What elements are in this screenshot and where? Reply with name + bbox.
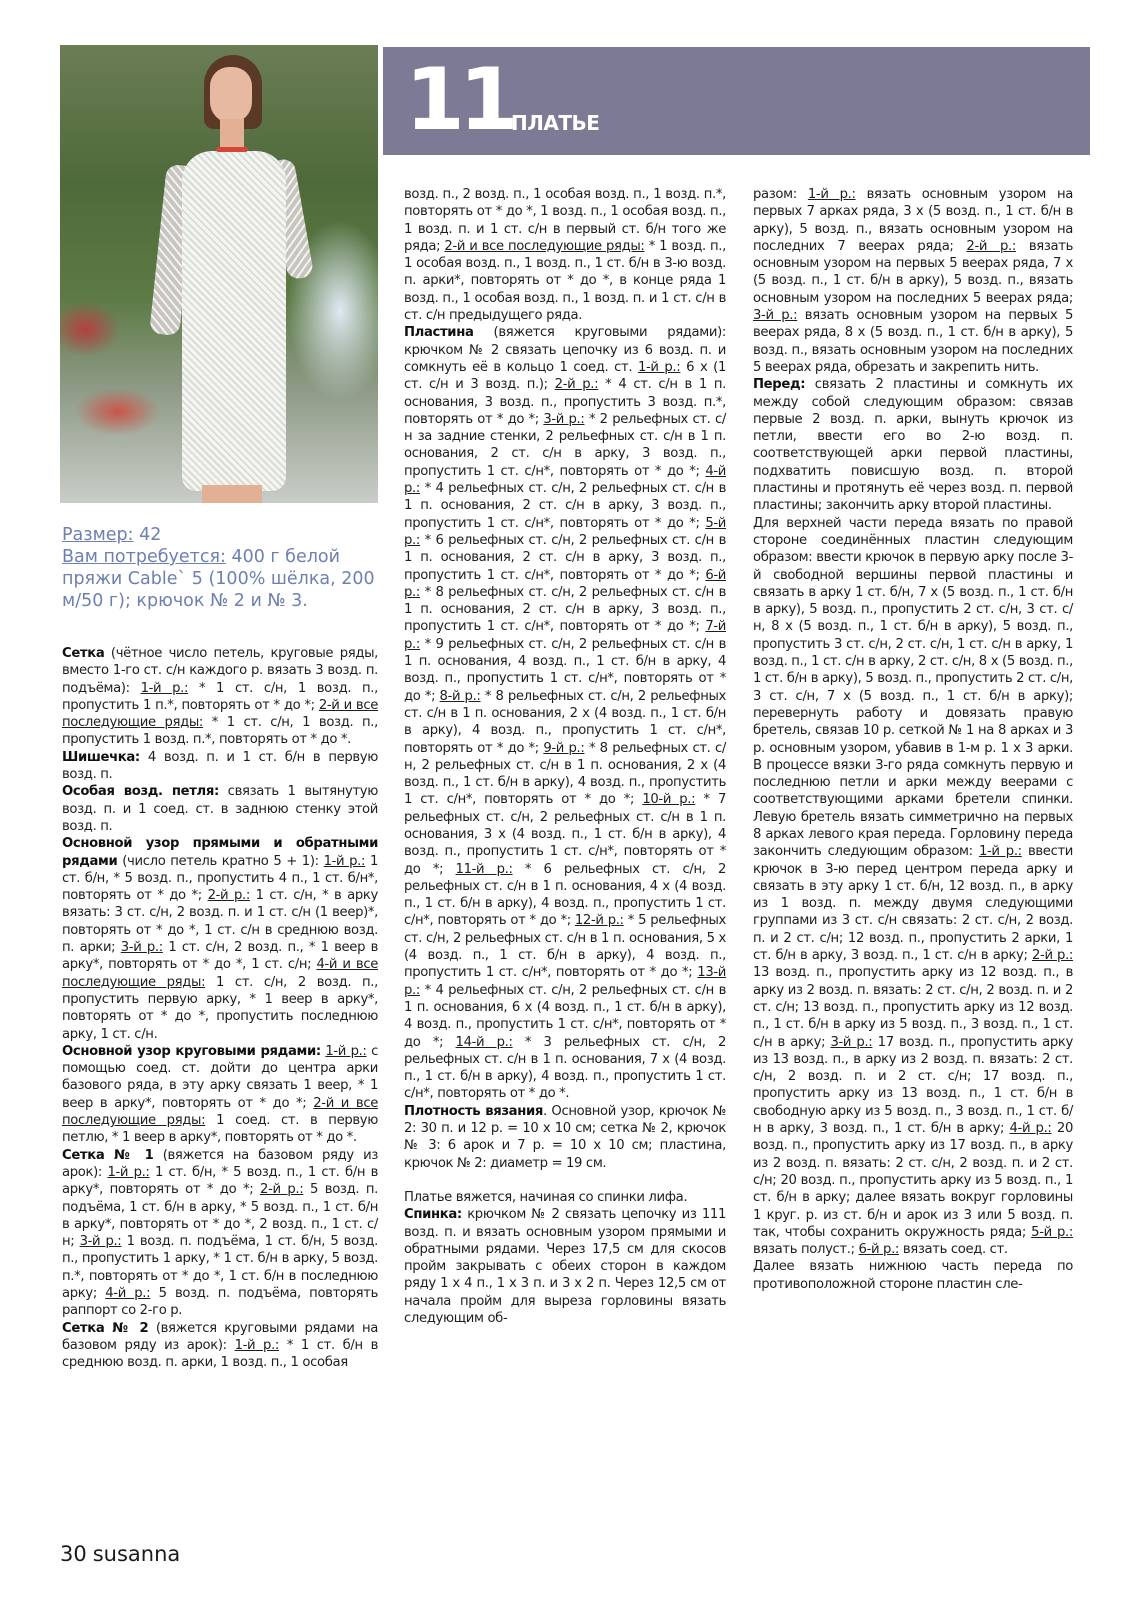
text: 1 ст. с/н, 2 возд. п., * 1 веер в арку*, повторять от * до *, 1 ст. с/н; bbox=[62, 940, 378, 973]
row-label: 2-й р.: bbox=[966, 238, 1016, 254]
row-label: 1-й р.: bbox=[323, 853, 366, 869]
text: вязать соед. ст. bbox=[899, 1242, 1008, 1258]
text: 1 возд. п. подъёма, 1 ст. б/н, 5 возд. п., пропустить 1 арку, * 1 ст. б/н в арку, 5 возд. п.*, повторять от * до *, 1 ст. б/н в последнюю арку; bbox=[62, 1234, 378, 1301]
text: 5 возд. п. подъёма, повторять раппорт со 2-го р. bbox=[62, 1285, 378, 1319]
row-label: 9-й р.: bbox=[543, 740, 585, 756]
para-intro: Платье вяжется, начиная со спинки лифа. bbox=[404, 1189, 688, 1205]
size-label: Размер: bbox=[62, 525, 134, 545]
text: ввести крючок в 3-ю перед центром переда арку и связать в эту арку 1 ст. б/н, 12 возд. п., в арку из 1 возд. п. между двумя следующими группами из 3 ст. с/н связать: 2 ст. с/н, 2 возд. п. и 2 ст. с/н; 12 возд. п., пропустить 2 арки, 1 ст. б/н в арку, 3 возд. п., 1 ст. с/н в арку; bbox=[753, 844, 1074, 964]
text: 1 ст. б/н, * 5 возд. п., пропустить 4 п., 1 ст. б/н*, повторять от * до *; bbox=[62, 853, 378, 904]
photo-legs bbox=[202, 485, 262, 503]
text: (чётное число петель, круговые ряды, вместо 1-го ст. с/н каждого р. вязать 3 возд. п. подъёма): bbox=[62, 646, 378, 696]
text-column-2 bbox=[404, 186, 726, 1327]
row-label: 13-й р.: bbox=[404, 965, 726, 998]
row-label: 4-й и все последующие ряды: bbox=[62, 957, 378, 990]
text: * 8 рельефных ст. с/н, 2 рельефных ст. с/н в 1 п. основания, 2 х (4 возд. п., 1 ст. б/н в арку), 4 возд. п., пропустить 1 ст. с/н*, повторять от * до *; bbox=[404, 688, 726, 756]
pattern-title: ПЛАТЬЕ bbox=[511, 111, 600, 135]
text: 1 ст. с/н, 2 возд. п., пропустить первую арку, * 1 веер в арку*, повторять от * до *, пропустить последнюю арку, 1 ст. с/н. bbox=[62, 974, 378, 1042]
text: вязать основным узором на первых 5 веерах ряда, 7 х (5 возд. п., 1 ст. б/н в арку), 5 возд. п., вязать основным узором на последних 5 веерах ряда; bbox=[753, 238, 1074, 306]
materials-line bbox=[62, 546, 382, 612]
photo-necklace bbox=[216, 147, 248, 152]
text: 1 ст. с/н, * в арку вязать: 3 ст. с/н, 2 возд. п. и 1 ст. с/н (1 веер)*, повторять от * до *, 1 ст. с/н в среднюю возд. п. арки; bbox=[62, 888, 379, 956]
text: * 1 ст. б/н в среднюю возд. п. арки, 1 возд. п., 1 особая bbox=[62, 1337, 379, 1371]
text: * 9 рельефных ст. с/н, 2 рельефных ст. с/н в 1 п. основания, 4 возд. п., 1 ст. б/н в арку, 4 возд. п., пропустить 1 ст. с/н*, повторять от * до *; bbox=[404, 636, 726, 704]
row-label: 2-й р.: bbox=[1032, 948, 1074, 964]
row-label: 2-й р.: bbox=[554, 377, 599, 393]
para-spinka bbox=[404, 1206, 726, 1327]
row-label: 2-й и все последующие ряды: bbox=[62, 1095, 378, 1129]
text: (вяжется на базовом ряду из арок): bbox=[62, 1147, 378, 1180]
text: 5 возд. п. подъёма, 1 ст. б/н в арку, * 5 возд. п., 1 ст. б/н в арку*, повторять от * до *, 2 возд. п., 1 ст. с/н; bbox=[62, 1182, 379, 1250]
row-label: 2-й и все последующие ряды: bbox=[62, 697, 378, 731]
row-label: 1-й р.: bbox=[978, 844, 1022, 860]
row-label: 3-й р.: bbox=[543, 411, 585, 427]
photo-neck bbox=[220, 119, 244, 149]
text: . Основной узор, крючок № 2: 30 п. и 12 р. = 10 х 10 см; сетка № 2, крючок № 3: 6 арок и 7 р. = 10 х 10 см; пластина, крючок № 2: диаметр = 19 см. bbox=[404, 1103, 726, 1171]
text: * 5 рельефных ст. с/н, 2 рельефных ст. с/н в 1 п. основания, 5 х (4 возд. п., 1 ст. б/н в арку), 4 возд. п., пропустить 1 ст. с/н*, повторять от * до *; bbox=[404, 913, 726, 981]
text: * 6 рельефных ст. с/н, 2 рельефных ст. с/н в 1 п. основания, 2 ст. с/н в арку, 3 возд. п., пропустить 1 ст. с/н*, повторять от * до *; bbox=[404, 532, 726, 583]
heading-plastina: Пластина bbox=[404, 325, 474, 341]
para-setka-2 bbox=[62, 1320, 378, 1372]
heading-pered: Перед: bbox=[753, 377, 806, 393]
row-label: 1-й р.: bbox=[807, 187, 856, 202]
row-label: 8-й р.: bbox=[439, 688, 481, 704]
text: связать 2 пластины и сомкнуть их между собой следующим образом: связав первые 2 возд. п. арки, вынуть крючок из петли, ввести его во 2-ю возд. п. соответствующей арки первой пластины, подхватить повисшую возд. п. второй пластины и протянуть её через возд. п. первой пластины; закончить арку второй пластины. bbox=[753, 377, 1073, 514]
heading-osobaya: Особая возд. петля: bbox=[62, 784, 219, 800]
materials-value: 400 г белой пряжи Cable` 5 (100% шёлка, 200 м/50 г); крючок № 2 и № 3. bbox=[62, 547, 375, 611]
page-footer bbox=[60, 1542, 180, 1566]
para-setka bbox=[62, 645, 378, 749]
row-label: 3-й р.: bbox=[830, 1034, 873, 1050]
row-label: 5-й р.: bbox=[404, 515, 726, 548]
photo-face bbox=[210, 67, 252, 123]
row-label: 4-й р.: bbox=[1009, 1121, 1052, 1137]
text: крючком № 2 связать цепочку из 111 возд. п. и вязать основным узором прямыми и обратными рядами. Через 17,5 см для скосов пройм закрывать с обеих сторон в каждом ряду 1 х 4 п., 1 х 3 п. и 3 х 2 п. Через 12,5 см от начала пройм для выреза горловины вязать следующим об- bbox=[404, 1207, 726, 1326]
text: * 4 рельефных ст. с/н, 2 рельефных ст. с/н в 1 п. основания, 6 х (4 возд. п., 1 ст. б/н в арку), 4 возд. п., пропустить 1 ст. с/н*, повторять от * до *; bbox=[404, 982, 726, 1050]
row-label: 3-й р.: bbox=[753, 308, 798, 324]
heading-osnovnoy-1: Основной узор прямыми и обратными рядами bbox=[62, 836, 378, 869]
row-label: 2-й и все последующие ряды: bbox=[444, 238, 645, 254]
row-label: 3-й р.: bbox=[79, 1234, 122, 1250]
text: * 2 рельефных ст. с/н за задние стенки, 2 рельефных ст. с/н в 1 п. основания, 2 ст. с/н в арку, 3 возд. п., пропустить 1 ст. с/н*, повторять от * до *; bbox=[404, 411, 726, 479]
row-label: 10-й р.: bbox=[642, 792, 696, 808]
text: * 3 рельефных ст. с/н, 2 рельефных ст. с/н в 1 п. основания, 7 х (4 возд. п., 1 ст. б/н в арку), 4 возд. п., пропустить 1 ст. с/н*, повторять от * до *. bbox=[404, 1034, 726, 1102]
text: * 8 рельефных ст. с/н, 2 рельефных ст. с/н в 1 п. основания, 2 ст. с/н в арку, 3 возд. п., пропустить 1 ст. с/н*, повторять от * до *; bbox=[404, 584, 726, 635]
text: 4 возд. п. и 1 ст. б/н в первую возд. п. bbox=[62, 749, 378, 783]
size-line bbox=[62, 524, 382, 546]
text: возд. п., 2 возд. п., 1 особая возд. п., 1 возд. п.*, повторять от * до *, 1 возд. п., 1 особая возд. п., 1 возд. п. и 1 ст. с/н в первый ст. б/н того же ряда; bbox=[404, 187, 726, 254]
para-upper-front bbox=[753, 515, 1073, 1259]
heading-plotnost: Плотность вязания bbox=[404, 1103, 543, 1119]
page-number: 30 bbox=[60, 1542, 87, 1566]
text: (вяжется круговыми рядами на базовом ряду из арок): bbox=[62, 1320, 378, 1353]
text: * 7 рельефных ст. с/н, 2 рельефных ст. с/н в 1 п. основания, 3 х (4 возд. п., 1 ст. б/н в арку), 4 возд. п., пропустить 1 ст. с/н*, повторять от * до *; bbox=[404, 792, 726, 877]
row-label: 2-й р.: bbox=[207, 888, 250, 904]
para-setka-2-cont bbox=[404, 186, 726, 324]
para-setka-1 bbox=[62, 1147, 378, 1320]
row-label: 12-й р.: bbox=[574, 913, 624, 929]
row-label: 14-й р.: bbox=[455, 1034, 513, 1050]
spacer bbox=[404, 1172, 726, 1189]
heading-osnovnoy-2: Основной узор круговыми рядами: bbox=[62, 1043, 321, 1059]
photo-dress bbox=[182, 151, 286, 491]
heading-spinka: Спинка: bbox=[404, 1207, 462, 1223]
text: 6 х (1 ст. с/н и 3 возд. п.); bbox=[404, 359, 727, 393]
row-label: 2-й р.: bbox=[260, 1182, 304, 1198]
text: вязать основным узором на первых 7 арках ряда, 3 х (5 возд. п., 1 ст. б/н в арку), 5 возд. п., вязать основным узором на последних 7 веерах ряда; bbox=[753, 187, 1073, 254]
text: разом: bbox=[753, 187, 808, 202]
heading-setka-1: Сетка № 1 bbox=[62, 1147, 154, 1163]
heading-setka: Сетка bbox=[62, 646, 105, 661]
text: 17 возд. п., пропустить арку из 13 возд. п., в арку из 2 возд. п. вязать: 2 ст. с/н, 2 возд. п. и 2 ст. с/н; 17 возд. п., пропустить арку из 13 возд. п., 1 ст. б/н в свободную арку из 5 возд. п., 3 возд. п., 1 ст. б/н в арку, 3 возд. п., 1 ст. б/н в арку; bbox=[753, 1034, 1073, 1137]
text: 20 возд. п., пропустить арку из 17 возд. п., в арку из 2 возд. п. вязать: 2 ст. с/н, 2 возд. п. и 2 ст. с/н; 20 возд. п., пропустить арку из 5 возд. п., 1 ст. б/н в арку; далее вязать вокруг горловины 1 круг. р. из ст. б/н и арок из 3 или 5 возд. п. так, чтобы сохранить окружность ряда; bbox=[753, 1121, 1073, 1240]
text: (вяжется круговыми рядами): крючком № 2 связать цепочку из 6 возд. п. и сомкнуть её в кольцо 1 соед. ст. bbox=[404, 325, 726, 375]
row-label: 3-й р.: bbox=[120, 940, 163, 956]
row-label: 7-й р.: bbox=[404, 619, 726, 652]
text: связать 1 вытянутую возд. п. и 1 соед. ст. в заднюю стенку этой возд. п. bbox=[62, 784, 378, 834]
row-label: 1-й р.: bbox=[234, 1337, 280, 1353]
row-label: 1-й р.: bbox=[637, 359, 681, 375]
para-osobaya bbox=[62, 783, 378, 835]
para-pered bbox=[753, 376, 1073, 514]
heading-shishechka: Шишечка: bbox=[62, 749, 140, 765]
text: * 4 ст. с/н в 1 п. основания, 3 возд. п., пропустить 3 возд. п.*, повторять от * до *; bbox=[404, 377, 727, 427]
text: * 1 возд. п., 1 особая возд. п., 1 возд. п., 1 ст. б/н в 3-ю возд. п. арки*, повторять от * до *, в конце ряда 1 возд. п., 1 особая возд. п., 1 возд. п. и 1 ст. с/н в ст. с/н предыдущего ряда. bbox=[404, 238, 726, 324]
materials-label: Вам потребуется: bbox=[62, 547, 226, 567]
para-plastina bbox=[404, 324, 726, 1102]
row-label: 6-й р.: bbox=[858, 1242, 899, 1258]
model-figure bbox=[152, 55, 302, 503]
row-label: 6-й р.: bbox=[404, 567, 726, 600]
para-osnovnoy-uzor-2 bbox=[62, 1043, 378, 1147]
text: с помощью соед. ст. дойти до центра арки базового ряда, в эту арку связать 1 веер, * 1 веер в арку*, повторять от * до *; bbox=[62, 1043, 378, 1111]
text: * 1 ст. с/н, 1 возд. п., пропустить 1 п.*, повторять от * до *; bbox=[62, 680, 378, 713]
text: * 8 рельефных ст. с/н, 2 рельефных ст. с/н в 1 п. основания, 2 х (4 возд. п., 1 ст. б/н в арку), 4 возд. п., пропустить 1 ст. с/н*, повторять от * до *; bbox=[404, 740, 726, 808]
size-value: 42 bbox=[139, 525, 162, 545]
row-label: 1-й р.: bbox=[107, 1164, 150, 1180]
para-lower-front: Далее вязать нижнюю часть переда по противоположной стороне пластин сле- bbox=[753, 1259, 1073, 1292]
text: (число петель кратно 5 + 1): bbox=[117, 853, 324, 869]
model-photo bbox=[60, 45, 378, 503]
title-banner bbox=[383, 47, 1090, 155]
text-column-1 bbox=[62, 645, 378, 1371]
para-spinka-cont bbox=[753, 186, 1073, 376]
magazine-name: susanna bbox=[92, 1542, 181, 1566]
row-label: 4-й р.: bbox=[105, 1285, 151, 1301]
text: Для верхней части переда вязать по правой стороне соединённых пластин следующим образом: ввести крючок в первую арку после 3-й свободной вершины первой пластины и связать в арку 1 ст. б/н, 7 х (5 возд. п., 1 ст. б/н в арку), 5 возд. п., пропустить 2 ст. с/н, 3 ст. с/н, 8 х (5 возд. п., 1 ст. б/н в арку), 5 возд. п., пропустить 3 ст. с/н, 2 ст. с/н, 1 ст. с/н в арку, 1 возд. п., 1 ст. с/н в арку, 2 ст. с/н, 8 х (5 возд. п., 1 ст. б/н в арку), 5 возд. п., пропустить 2 ст. с/н, 3 ст. с/н, 7 х (5 возд. п., 1 ст. б/н в арку); перевернуть работу и довязать правую бретель, связав 10 р. сеткой № 1 на 8 арках и 3 р. основным узором, убавив в 1-м р. 1 х 3 арки. В процессе вязки 3-го ряда сомкнуть первую и последнюю петли и арки между веерами с соответствующими арками бретели спинки. Левую бретель вязать симметрично на первых 8 арках левого края переда. Горловину переда закончить следующим образом: bbox=[753, 515, 1073, 860]
text: 13 возд. п., пропустить арку из 12 возд. п., в арку из 2 возд. п. вязать: 2 ст. с/н, 2 возд. п. и 2 ст. с/н; 13 возд. п., пропустить арку из 12 возд. п., 1 ст. б/н в арку из 5 возд. п., 3 возд. п., 1 ст. с/н в арку; bbox=[753, 965, 1073, 1050]
pattern-number: 11 bbox=[405, 50, 513, 150]
text: * 1 ст. с/н, 1 возд. п., пропустить 1 возд. п.*, повторять от * до *. bbox=[62, 715, 378, 748]
text: 1 соед. ст. в первую петлю, * 1 веер в арку*, повторять от * до *. bbox=[62, 1113, 378, 1146]
materials-info bbox=[62, 524, 382, 612]
para-osnovnoy-uzor-1 bbox=[62, 835, 378, 1043]
row-label: 1-й р.: bbox=[140, 680, 189, 696]
text: вязать полуст.; bbox=[753, 1242, 859, 1258]
row-label: 4-й р.: bbox=[404, 463, 726, 497]
row-label: 1-й р.: bbox=[325, 1043, 367, 1059]
text-column-3 bbox=[753, 186, 1073, 1293]
row-label: 5-й р.: bbox=[1031, 1224, 1073, 1240]
text: * 6 рельефных ст. с/н, 2 рельефных ст. с/н в 1 п. основания, 4 х (4 возд. п., 1 ст. б/н в арку), 4 возд. п., пропустить 1 ст. с/н*, повторять от * до *; bbox=[404, 861, 726, 929]
para-plotnost bbox=[404, 1103, 726, 1172]
text: * 4 рельефных ст. с/н, 2 рельефных ст. с/н в 1 п. основания, 2 ст. с/н в арку, 3 возд. п., пропустить 1 ст. с/н*, повторять от * до *; bbox=[404, 481, 726, 531]
row-label: 11-й р.: bbox=[455, 861, 513, 877]
text: вязать основным узором на первых 5 веерах ряда, 8 х (5 возд. п., 1 ст. б/н в арку), 5 возд. п., вязать основным узором на последних 5 веерах ряда, обрезать и закрепить нить. bbox=[753, 308, 1073, 375]
heading-setka-2: Сетка № 2 bbox=[62, 1320, 149, 1336]
text: 1 ст. б/н, * 5 возд. п., 1 ст. б/н в арку*, повторять от * до *; bbox=[62, 1164, 378, 1198]
para-shishechka bbox=[62, 749, 378, 784]
